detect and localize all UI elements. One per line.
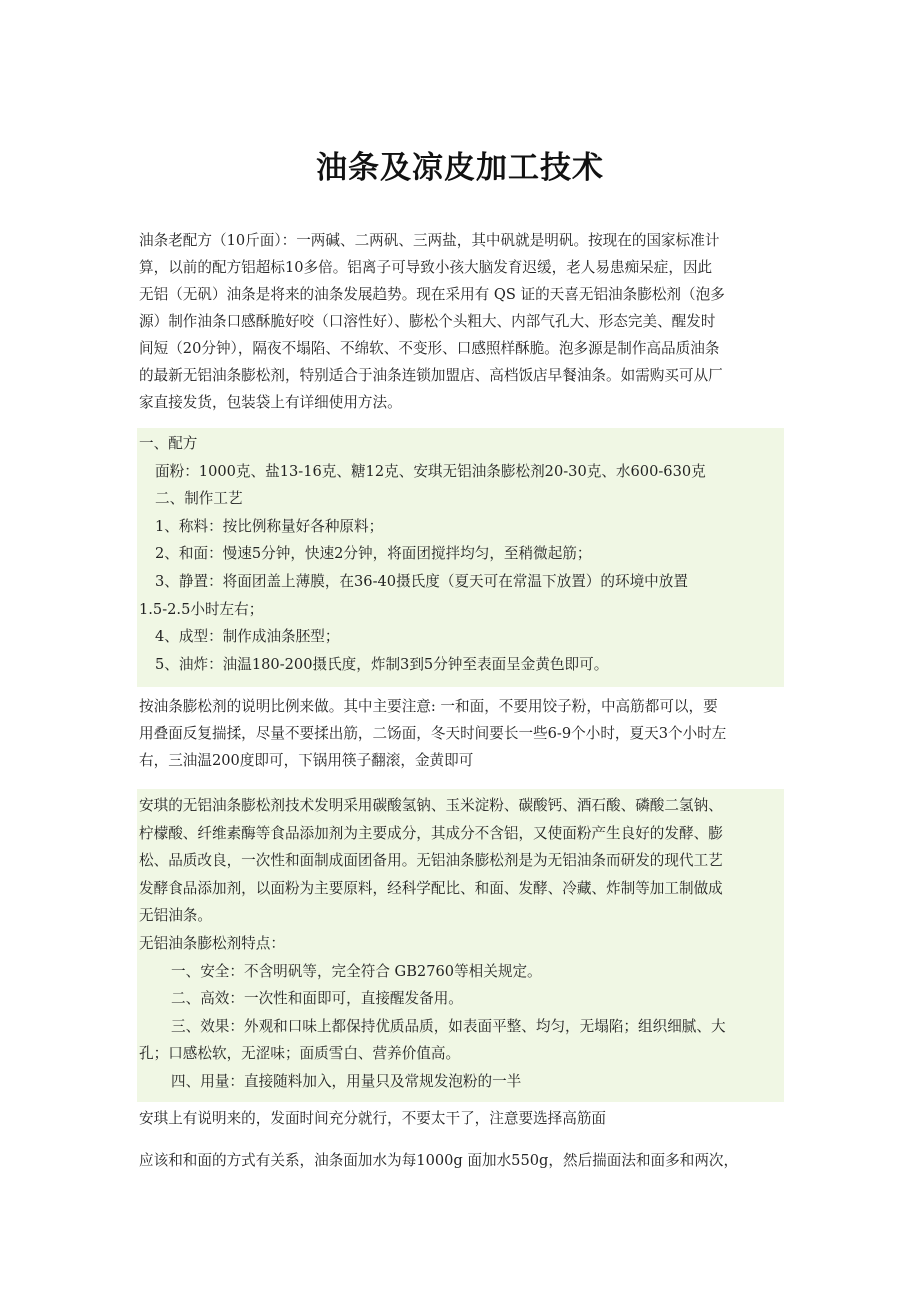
text-line: 的最新无铝油条膨松剂，特别适合于油条连锁加盟店、高档饭店早餐油条。如需购买可从厂 [139, 367, 723, 384]
notes-paragraph [139, 693, 782, 774]
text-line: 右，三油温200度即可，下锅用筷子翻滚，金黄即可 [139, 752, 474, 769]
text-line: 柠檬酸、纤维素酶等食品添加剂为主要成分，其成分不含铝，又使面粉产生良好的发酵、膨 [139, 824, 723, 842]
text-line: 间短（20分钟），隔夜不塌陷、不绵软、不变形、口感照样酥脆。泡多源是制作高品质油条 [139, 340, 720, 357]
feature-efficiency: 二、高效：一次性和面即可，直接醒发备用。 [171, 990, 463, 1008]
step-fry: 5、油炸：油温180-200摄氏度，炸制3到5分钟至表面呈金黄色即可。 [155, 655, 609, 673]
text-line: 发酵食品添加剂，以面粉为主要原料，经科学配比、和面、发酵、冷藏、炸制等加工制做成 [139, 879, 723, 897]
feature-dosage: 四、用量：直接随料加入，用量只及常规发泡粉的一半 [171, 1072, 522, 1090]
feature-effect: 三、效果：外观和口味上都保持优质品质，如表面平整、均匀，无塌陷；组织细腻、大 [171, 1017, 726, 1035]
text-line: 油条老配方（10斤面）：一两碱、二两矾、三两盐，其中矾就是明矾。按现在的国家标准计 [139, 232, 720, 249]
features-heading: 无铝油条膨松剂特点： [139, 934, 285, 952]
feature-effect-cont: 孔；口感松软，无涩味；面质雪白、营养价值高。 [139, 1045, 461, 1063]
recipe-ingredients: 面粉：1000克、盐13-16克、糖12克、安琪无铝油条膨松剂20-30克、水600-630克 [155, 462, 706, 480]
text-line: 算，以前的配方铝超标10多倍。铝离子可导致小孩大脑发育迟缓，老人易患痴呆症，因此 [139, 259, 713, 276]
step-rest-cont: 1.5-2.5小时左右； [139, 600, 264, 618]
angel-box [137, 789, 784, 1102]
text-line: 无铝（无矾）油条是将来的油条发展趋势。现在采用有 QS 证的天喜无铝油条膨松剂（泡多 [139, 286, 725, 303]
text-line: 用叠面反复揣揉，尽量不要揉出筋，二饧面，冬天时间要长一些6-9个小时，夏天3个小时左 [139, 725, 727, 742]
step-shape: 4、成型：制作成油条胚型； [155, 628, 340, 646]
reply-paragraph [139, 1147, 782, 1174]
text-line: 无铝油条。 [139, 907, 212, 925]
step-knead: 2、和面：慢速5分钟，快速2分钟，将面团搅拌均匀，至稍微起筋； [155, 545, 592, 563]
process-heading: 二、制作工艺 [155, 490, 243, 508]
page-title: 油条及凉皮加工技术 [316, 150, 604, 186]
step-weigh: 1、称料：按比例称量好各种原料； [155, 517, 384, 535]
text-line: 安琪的无铝油条膨松剂技术发明采用碳酸氢钠、玉米淀粉、碳酸钙、酒石酸、磷酸二氢钠、 [139, 797, 723, 814]
recipe-box [137, 428, 784, 687]
reply-paragraph [139, 1105, 782, 1132]
text-line: 按油条膨松剂的说明比例来做。其中主要注意: 一和面，不要用饺子粉，中高筋都可以，要 [139, 698, 718, 715]
step-rest: 3、静置：将面团盖上薄膜，在36-40摄氏度（夏天可在常温下放置）的环境中放置 [155, 572, 688, 590]
text-line: 应该和和面的方式有关系，油条面加水为每1000g 面加水550g，然后揣面法和面多和两次， [139, 1152, 739, 1169]
feature-safety: 一、安全：不含明矾等，完全符合 GB2760等相关规定。 [171, 962, 542, 980]
intro-paragraph [139, 227, 782, 416]
text-line: 家直接发货，包装袋上有详细使用方法。 [139, 394, 402, 411]
recipe-heading: 一、配方 [139, 435, 198, 452]
text-line: 源）制作油条口感酥脆好咬（口溶性好）、膨松个头粗大、内部气孔大、形态完美、醒发时 [139, 313, 716, 330]
text-line: 安琪上有说明来的，发面时间充分就行，不要太干了，注意要选择高筋面 [139, 1110, 607, 1127]
text-line: 松、品质改良，一次性和面制成面团备用。无铝油条膨松剂是为无铝油条而研发的现代工艺 [139, 852, 723, 870]
